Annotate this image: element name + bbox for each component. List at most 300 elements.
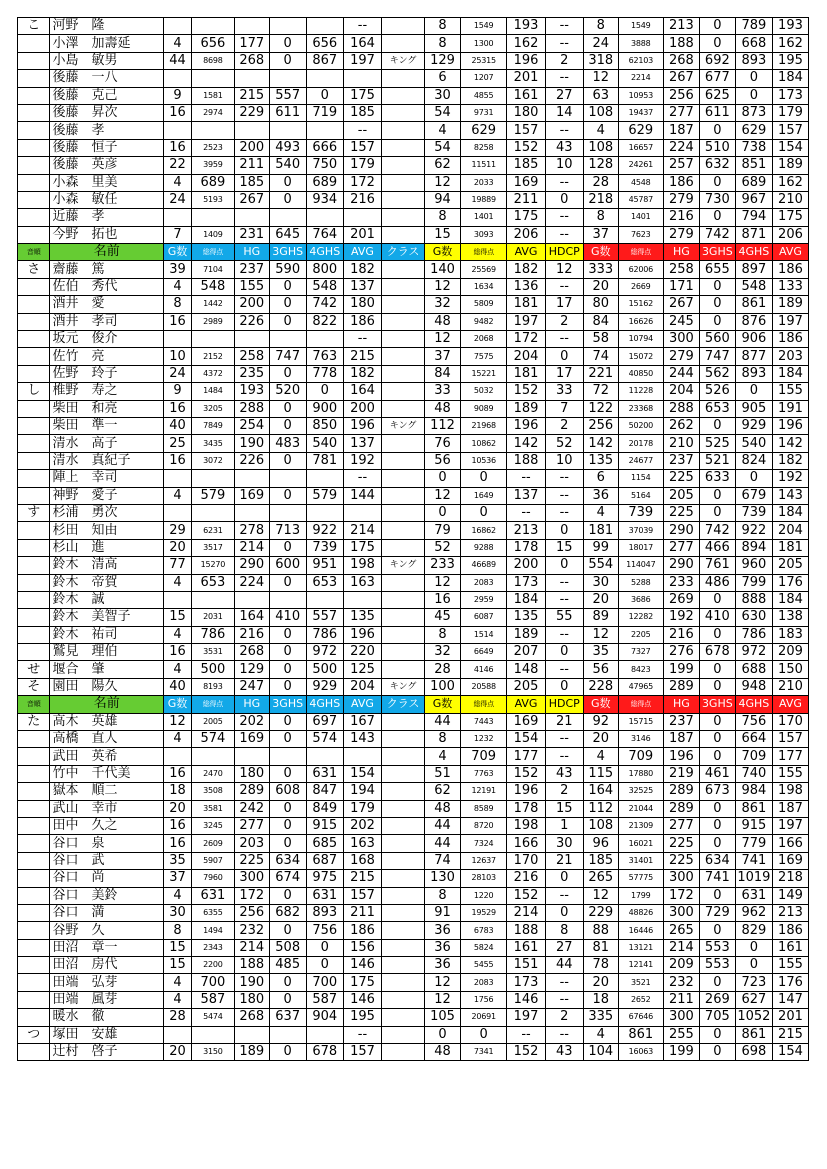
cell-4ghs-1: 934 bbox=[306, 191, 343, 208]
cell-3ghs-1: 483 bbox=[269, 435, 306, 452]
cell-class: キング bbox=[382, 678, 425, 695]
cell-total-1: 2523 bbox=[191, 139, 234, 156]
cell-games-1: 10 bbox=[164, 348, 192, 365]
cell-4ghs-1: 922 bbox=[306, 522, 343, 539]
cell-3ghs-3: 0 bbox=[699, 209, 735, 226]
cell-name: 椎野 寿之 bbox=[50, 383, 164, 400]
cell-hg-3: 267 bbox=[663, 70, 699, 87]
cell-avg-1: 125 bbox=[343, 661, 381, 678]
cell-games-2: 54 bbox=[425, 139, 461, 156]
cell-kana-index bbox=[18, 939, 50, 956]
table-row bbox=[18, 991, 809, 1008]
cell-games-2: 112 bbox=[425, 417, 461, 434]
cell-games-2: 8 bbox=[425, 209, 461, 226]
cell-3ghs-1: 713 bbox=[269, 522, 306, 539]
cell-games-3: 20 bbox=[583, 731, 618, 748]
cell-name: 齋藤 篤 bbox=[50, 261, 164, 278]
cell-games-3: 128 bbox=[583, 157, 618, 174]
cell-avg-1: 197 bbox=[343, 52, 381, 69]
cell-avg-1: 163 bbox=[343, 835, 381, 852]
cell-avg-2: 154 bbox=[507, 731, 545, 748]
cell-class bbox=[382, 452, 425, 469]
cell-class bbox=[382, 139, 425, 156]
cell-4ghs-1: 500 bbox=[306, 661, 343, 678]
cell-total-3: 7327 bbox=[618, 644, 663, 661]
cell-4ghs-3: 786 bbox=[735, 626, 772, 643]
cell-avg-1: 157 bbox=[343, 1044, 381, 1061]
cell-games-1 bbox=[164, 122, 192, 139]
cell-total-1: 3508 bbox=[191, 783, 234, 800]
cell-3ghs-3: 678 bbox=[699, 644, 735, 661]
cell-games-2: 6 bbox=[425, 70, 461, 87]
header-games-1: G数 bbox=[164, 244, 192, 261]
cell-total-3: 2214 bbox=[618, 70, 663, 87]
cell-hdcp: 2 bbox=[545, 52, 583, 69]
cell-4ghs-3: 799 bbox=[735, 574, 772, 591]
cell-avg-2: 173 bbox=[507, 974, 545, 991]
cell-total-1: 700 bbox=[191, 974, 234, 991]
cell-hdcp: -- bbox=[545, 974, 583, 991]
cell-kana-index bbox=[18, 400, 50, 417]
cell-hdcp: -- bbox=[545, 209, 583, 226]
cell-total-1 bbox=[191, 70, 234, 87]
cell-4ghs-1: 700 bbox=[306, 974, 343, 991]
cell-hg-1 bbox=[234, 209, 269, 226]
cell-kana-index: た bbox=[18, 713, 50, 730]
cell-total-2: 0 bbox=[460, 504, 506, 521]
cell-avg-2: 161 bbox=[507, 939, 545, 956]
cell-hg-3: 276 bbox=[663, 644, 699, 661]
cell-hdcp: 0 bbox=[545, 522, 583, 539]
cell-avg-2: 185 bbox=[507, 157, 545, 174]
cell-total-2: 5824 bbox=[460, 939, 506, 956]
cell-total-2: 10862 bbox=[460, 435, 506, 452]
cell-total-1: 3435 bbox=[191, 435, 234, 452]
cell-3ghs-3: 0 bbox=[699, 1026, 735, 1043]
cell-3ghs-1 bbox=[269, 591, 306, 608]
cell-hg-3: 216 bbox=[663, 626, 699, 643]
cell-total-2: 4855 bbox=[460, 87, 506, 104]
cell-3ghs-1: 508 bbox=[269, 939, 306, 956]
cell-name: 堰合 肇 bbox=[50, 661, 164, 678]
cell-hdcp: 0 bbox=[545, 191, 583, 208]
cell-games-3: 218 bbox=[583, 191, 618, 208]
cell-3ghs-1: 0 bbox=[269, 991, 306, 1008]
cell-games-1: 77 bbox=[164, 557, 192, 574]
cell-kana-index bbox=[18, 70, 50, 87]
cell-hg-1: 129 bbox=[234, 661, 269, 678]
cell-total-3: 45787 bbox=[618, 191, 663, 208]
cell-avg-2: 166 bbox=[507, 835, 545, 852]
cell-3ghs-3: 466 bbox=[699, 539, 735, 556]
cell-class bbox=[382, 70, 425, 87]
cell-hg-1: 172 bbox=[234, 887, 269, 904]
cell-games-3: 4 bbox=[583, 122, 618, 139]
cell-total-1: 1581 bbox=[191, 87, 234, 104]
cell-games-1: 15 bbox=[164, 957, 192, 974]
cell-hg-3: 210 bbox=[663, 435, 699, 452]
cell-hg-3: 225 bbox=[663, 504, 699, 521]
cell-hdcp: 8 bbox=[545, 922, 583, 939]
cell-games-2: 4 bbox=[425, 122, 461, 139]
cell-4ghs-3: 877 bbox=[735, 348, 772, 365]
cell-avg-1: 194 bbox=[343, 783, 381, 800]
table-row bbox=[18, 122, 809, 139]
cell-hg-1: 289 bbox=[234, 783, 269, 800]
cell-total-1 bbox=[191, 470, 234, 487]
cell-total-2: 9288 bbox=[460, 539, 506, 556]
cell-hg-1: 229 bbox=[234, 104, 269, 121]
cell-total-1: 3581 bbox=[191, 800, 234, 817]
cell-avg-3: 210 bbox=[772, 678, 808, 695]
cell-games-3: 81 bbox=[583, 939, 618, 956]
cell-games-1: 16 bbox=[164, 452, 192, 469]
cell-avg-1: 164 bbox=[343, 383, 381, 400]
cell-avg-3: 162 bbox=[772, 35, 808, 52]
cell-games-3: 89 bbox=[583, 609, 618, 626]
table-row bbox=[18, 713, 809, 730]
cell-avg-3: 173 bbox=[772, 87, 808, 104]
table-row bbox=[18, 870, 809, 887]
cell-games-3: 108 bbox=[583, 104, 618, 121]
cell-name: 後藤 英彦 bbox=[50, 157, 164, 174]
cell-avg-3: 169 bbox=[772, 852, 808, 869]
cell-total-1: 574 bbox=[191, 731, 234, 748]
cell-name: 谷口 尚 bbox=[50, 870, 164, 887]
cell-hdcp: 12 bbox=[545, 261, 583, 278]
cell-games-2: 36 bbox=[425, 922, 461, 939]
cell-avg-1: -- bbox=[343, 18, 381, 35]
cell-total-2: 2068 bbox=[460, 331, 506, 348]
cell-games-1: 35 bbox=[164, 852, 192, 869]
cell-4ghs-3: 629 bbox=[735, 122, 772, 139]
header-avg-1: AVG bbox=[343, 244, 381, 261]
cell-games-3: 6 bbox=[583, 470, 618, 487]
cell-total-2: 19529 bbox=[460, 904, 506, 921]
cell-games-1: 16 bbox=[164, 835, 192, 852]
cell-kana-index bbox=[18, 957, 50, 974]
cell-hg-3: 256 bbox=[663, 87, 699, 104]
cell-3ghs-1: 0 bbox=[269, 539, 306, 556]
cell-total-2: 1401 bbox=[460, 209, 506, 226]
cell-kana-index bbox=[18, 174, 50, 191]
cell-total-3: 1401 bbox=[618, 209, 663, 226]
cell-hg-3: 205 bbox=[663, 487, 699, 504]
cell-avg-1: 192 bbox=[343, 452, 381, 469]
cell-hdcp: 55 bbox=[545, 609, 583, 626]
cell-games-2: 37 bbox=[425, 348, 461, 365]
cell-3ghs-3: 0 bbox=[699, 296, 735, 313]
cell-hdcp: 0 bbox=[545, 348, 583, 365]
cell-3ghs-1: 600 bbox=[269, 557, 306, 574]
cell-total-3: 2205 bbox=[618, 626, 663, 643]
table-row bbox=[18, 470, 809, 487]
cell-total-1: 656 bbox=[191, 35, 234, 52]
cell-4ghs-3: 789 bbox=[735, 18, 772, 35]
cell-avg-1: 175 bbox=[343, 539, 381, 556]
cell-avg-1: 179 bbox=[343, 157, 381, 174]
cell-total-2: 25315 bbox=[460, 52, 506, 69]
cell-avg-3: 198 bbox=[772, 783, 808, 800]
cell-4ghs-3: 668 bbox=[735, 35, 772, 52]
cell-avg-1: 220 bbox=[343, 644, 381, 661]
cell-hg-3: 196 bbox=[663, 748, 699, 765]
cell-total-3: 16446 bbox=[618, 922, 663, 939]
cell-total-3: 1549 bbox=[618, 18, 663, 35]
cell-total-3: 20178 bbox=[618, 435, 663, 452]
cell-3ghs-1: 674 bbox=[269, 870, 306, 887]
table-row bbox=[18, 487, 809, 504]
cell-3ghs-1: 0 bbox=[269, 313, 306, 330]
cell-3ghs-3: 0 bbox=[699, 313, 735, 330]
cell-avg-3: 166 bbox=[772, 835, 808, 852]
cell-avg-1 bbox=[343, 748, 381, 765]
cell-avg-2: 175 bbox=[507, 209, 545, 226]
cell-total-1: 2609 bbox=[191, 835, 234, 852]
table-row bbox=[18, 296, 809, 313]
cell-games-2: 15 bbox=[425, 226, 461, 243]
cell-kana-index bbox=[18, 209, 50, 226]
cell-hdcp: -- bbox=[545, 591, 583, 608]
cell-kana-index bbox=[18, 609, 50, 626]
cell-total-2: 1220 bbox=[460, 887, 506, 904]
cell-games-1: 40 bbox=[164, 678, 192, 695]
cell-class bbox=[382, 313, 425, 330]
cell-games-3: 12 bbox=[583, 70, 618, 87]
cell-hdcp: -- bbox=[545, 661, 583, 678]
cell-4ghs-1: 781 bbox=[306, 452, 343, 469]
table-row bbox=[18, 174, 809, 191]
cell-4ghs-1: 656 bbox=[306, 35, 343, 52]
cell-total-1: 2989 bbox=[191, 313, 234, 330]
cell-avg-1: 186 bbox=[343, 922, 381, 939]
cell-total-1: 3245 bbox=[191, 817, 234, 834]
table-row bbox=[18, 939, 809, 956]
cell-total-1: 786 bbox=[191, 626, 234, 643]
cell-avg-1: 204 bbox=[343, 678, 381, 695]
cell-total-1: 3531 bbox=[191, 644, 234, 661]
cell-games-2: 140 bbox=[425, 261, 461, 278]
cell-avg-2: 189 bbox=[507, 400, 545, 417]
cell-games-3: 88 bbox=[583, 922, 618, 939]
cell-kana-index bbox=[18, 139, 50, 156]
cell-4ghs-1: 0 bbox=[306, 957, 343, 974]
cell-kana-index bbox=[18, 487, 50, 504]
cell-avg-1: 198 bbox=[343, 557, 381, 574]
cell-avg-2: 196 bbox=[507, 783, 545, 800]
table-row bbox=[18, 383, 809, 400]
cell-3ghs-1: 410 bbox=[269, 609, 306, 626]
table-row bbox=[18, 104, 809, 121]
table-row bbox=[18, 522, 809, 539]
cell-games-1: 20 bbox=[164, 539, 192, 556]
cell-4ghs-1: 653 bbox=[306, 574, 343, 591]
cell-3ghs-1: 0 bbox=[269, 365, 306, 382]
cell-hg-1: 237 bbox=[234, 261, 269, 278]
cell-total-1: 2974 bbox=[191, 104, 234, 121]
cell-avg-3: 142 bbox=[772, 435, 808, 452]
cell-class bbox=[382, 870, 425, 887]
cell-hg-1: 177 bbox=[234, 35, 269, 52]
cell-hg-3: 237 bbox=[663, 452, 699, 469]
cell-total-1: 689 bbox=[191, 174, 234, 191]
table-row bbox=[18, 609, 809, 626]
cell-games-2: 52 bbox=[425, 539, 461, 556]
cell-avg-2: 177 bbox=[507, 748, 545, 765]
cell-total-3: 5288 bbox=[618, 574, 663, 591]
cell-total-2: 21968 bbox=[460, 417, 506, 434]
cell-kana-index bbox=[18, 296, 50, 313]
table-row bbox=[18, 1044, 809, 1061]
header-games-3: G数 bbox=[583, 696, 618, 713]
cell-hdcp: 2 bbox=[545, 1009, 583, 1026]
cell-kana-index bbox=[18, 800, 50, 817]
cell-games-1: 22 bbox=[164, 157, 192, 174]
cell-class bbox=[382, 1009, 425, 1026]
cell-3ghs-1: 0 bbox=[269, 35, 306, 52]
cell-games-2: 44 bbox=[425, 835, 461, 852]
cell-name: 柴田 和亮 bbox=[50, 400, 164, 417]
cell-4ghs-1: 756 bbox=[306, 922, 343, 939]
cell-avg-2: 157 bbox=[507, 122, 545, 139]
cell-games-3: 24 bbox=[583, 35, 618, 52]
cell-3ghs-3: 611 bbox=[699, 104, 735, 121]
cell-4ghs-1: 631 bbox=[306, 887, 343, 904]
cell-games-2: 4 bbox=[425, 748, 461, 765]
cell-hg-3: 288 bbox=[663, 400, 699, 417]
cell-total-1 bbox=[191, 504, 234, 521]
cell-games-1: 16 bbox=[164, 817, 192, 834]
cell-4ghs-1: 0 bbox=[306, 939, 343, 956]
cell-avg-2: 152 bbox=[507, 887, 545, 904]
cell-hdcp: -- bbox=[545, 470, 583, 487]
cell-3ghs-3: 632 bbox=[699, 157, 735, 174]
cell-hg-3: 199 bbox=[663, 661, 699, 678]
table-row bbox=[18, 139, 809, 156]
cell-4ghs-3: 709 bbox=[735, 748, 772, 765]
cell-3ghs-3: 761 bbox=[699, 557, 735, 574]
cell-4ghs-3: 688 bbox=[735, 661, 772, 678]
cell-hg-3: 279 bbox=[663, 226, 699, 243]
cell-avg-1: 144 bbox=[343, 487, 381, 504]
cell-kana-index: そ bbox=[18, 678, 50, 695]
cell-hg-1: 277 bbox=[234, 817, 269, 834]
cell-3ghs-3: 0 bbox=[699, 626, 735, 643]
header-games-2: G数 bbox=[425, 696, 461, 713]
cell-avg-2: 148 bbox=[507, 661, 545, 678]
cell-3ghs-3: 461 bbox=[699, 765, 735, 782]
cell-3ghs-1 bbox=[269, 748, 306, 765]
cell-name: 谷野 久 bbox=[50, 922, 164, 939]
cell-total-2: 2959 bbox=[460, 591, 506, 608]
cell-avg-2: -- bbox=[507, 504, 545, 521]
cell-games-3: 8 bbox=[583, 209, 618, 226]
cell-kana-index bbox=[18, 887, 50, 904]
cell-games-1: 24 bbox=[164, 191, 192, 208]
table-header-row bbox=[18, 244, 809, 261]
cell-total-1: 2031 bbox=[191, 609, 234, 626]
cell-hg-1: 254 bbox=[234, 417, 269, 434]
cell-total-1: 1409 bbox=[191, 226, 234, 243]
cell-avg-2: 146 bbox=[507, 991, 545, 1008]
cell-total-1: 2200 bbox=[191, 957, 234, 974]
cell-4ghs-1 bbox=[306, 470, 343, 487]
cell-games-1: 16 bbox=[164, 765, 192, 782]
cell-games-3: 20 bbox=[583, 974, 618, 991]
cell-games-1: 16 bbox=[164, 313, 192, 330]
cell-avg-2: 200 bbox=[507, 557, 545, 574]
cell-4ghs-1 bbox=[306, 591, 343, 608]
cell-kana-index bbox=[18, 226, 50, 243]
cell-3ghs-1 bbox=[269, 209, 306, 226]
table-row bbox=[18, 661, 809, 678]
table-row bbox=[18, 591, 809, 608]
cell-3ghs-1: 0 bbox=[269, 400, 306, 417]
cell-hg-3: 268 bbox=[663, 52, 699, 69]
cell-avg-3: 161 bbox=[772, 939, 808, 956]
cell-name: 杉田 知由 bbox=[50, 522, 164, 539]
cell-kana-index bbox=[18, 557, 50, 574]
cell-total-1: 7104 bbox=[191, 261, 234, 278]
cell-avg-2: 207 bbox=[507, 644, 545, 661]
cell-hdcp: 52 bbox=[545, 435, 583, 452]
cell-total-3: 16063 bbox=[618, 1044, 663, 1061]
cell-avg-1: 172 bbox=[343, 174, 381, 191]
cell-hdcp: -- bbox=[545, 991, 583, 1008]
cell-games-2: 105 bbox=[425, 1009, 461, 1026]
cell-games-2: 48 bbox=[425, 1044, 461, 1061]
cell-total-3: 19437 bbox=[618, 104, 663, 121]
table-row bbox=[18, 974, 809, 991]
cell-total-2: 28103 bbox=[460, 870, 506, 887]
cell-4ghs-1 bbox=[306, 504, 343, 521]
cell-total-3: 8423 bbox=[618, 661, 663, 678]
table-row bbox=[18, 191, 809, 208]
cell-avg-3: 204 bbox=[772, 522, 808, 539]
cell-4ghs-1 bbox=[306, 122, 343, 139]
cell-games-1: 30 bbox=[164, 904, 192, 921]
cell-games-2: 8 bbox=[425, 626, 461, 643]
cell-total-1: 5193 bbox=[191, 191, 234, 208]
cell-hg-1: 225 bbox=[234, 852, 269, 869]
cell-avg-3: 157 bbox=[772, 122, 808, 139]
cell-total-1 bbox=[191, 122, 234, 139]
cell-3ghs-3: 562 bbox=[699, 365, 735, 382]
cell-hdcp: -- bbox=[545, 278, 583, 295]
cell-hdcp: -- bbox=[545, 18, 583, 35]
cell-hdcp: 43 bbox=[545, 139, 583, 156]
cell-class bbox=[382, 957, 425, 974]
cell-games-2: 12 bbox=[425, 331, 461, 348]
cell-avg-3: 186 bbox=[772, 331, 808, 348]
cell-3ghs-3: 692 bbox=[699, 52, 735, 69]
cell-name: 酒井 愛 bbox=[50, 296, 164, 313]
cell-name: 谷口 美鈴 bbox=[50, 887, 164, 904]
cell-total-3: 4548 bbox=[618, 174, 663, 191]
cell-total-2: 16862 bbox=[460, 522, 506, 539]
cell-games-2: 130 bbox=[425, 870, 461, 887]
cell-hg-1: 226 bbox=[234, 452, 269, 469]
cell-3ghs-3: 525 bbox=[699, 435, 735, 452]
cell-4ghs-3: 861 bbox=[735, 296, 772, 313]
cell-avg-3: 195 bbox=[772, 52, 808, 69]
cell-kana-index bbox=[18, 435, 50, 452]
cell-total-3: 18017 bbox=[618, 539, 663, 556]
cell-4ghs-1: 904 bbox=[306, 1009, 343, 1026]
cell-avg-1 bbox=[343, 70, 381, 87]
cell-avg-1: 146 bbox=[343, 991, 381, 1008]
cell-3ghs-1: 493 bbox=[269, 139, 306, 156]
